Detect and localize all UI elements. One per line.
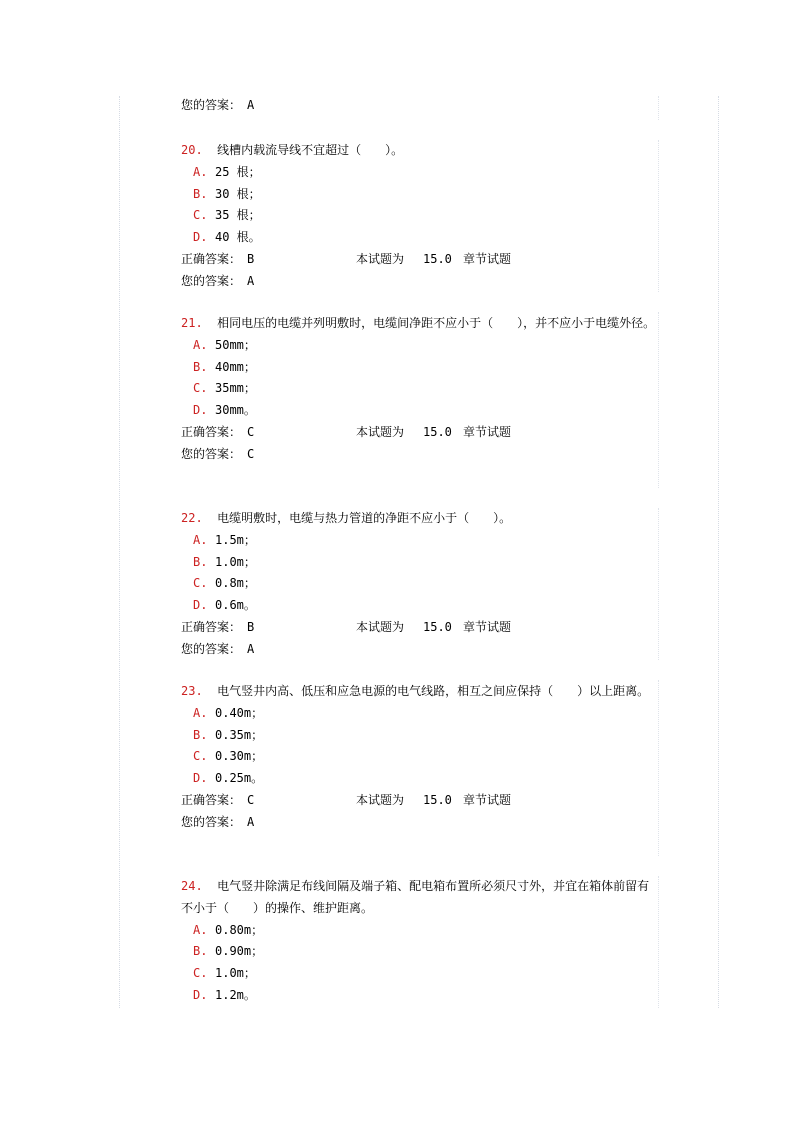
your-answer-label: 您的答案： [181,273,242,288]
your-answer-value: A [247,98,255,112]
correct-answer-row [181,790,659,812]
option-row[interactable] [181,963,659,985]
question-24 [181,876,659,1007]
option-letter: C. [193,576,208,591]
option-letter: D. [193,230,208,245]
correct-answer-row [181,422,659,444]
option-row[interactable] [181,530,659,552]
your-answer-label: 您的答案： [181,446,242,461]
question-23 [181,681,659,834]
option-text: 40mm； [215,359,256,374]
your-answer-row [181,271,659,293]
option-text: 40 根。 [215,230,261,245]
option-text: 30mm。 [215,403,256,418]
correct-answer-label: 正确答案： [181,792,242,807]
score-suffix: 章节试题 [463,792,512,807]
option-text: 0.35m； [215,727,264,742]
score-value: 15.0 [423,251,452,266]
correct-answer-value: C [247,792,255,807]
option-row[interactable] [181,920,659,942]
option-text: 1.0m； [215,966,256,981]
page-left-border [119,96,120,1008]
option-letter: D. [193,987,208,1002]
your-answer-value: A [247,641,255,656]
option-row[interactable] [181,357,659,379]
page-right-border [718,96,719,1008]
correct-answer-value: B [247,619,255,634]
option-text: 35mm； [215,381,256,396]
correct-answer-label: 正确答案： [181,424,242,439]
question-text: 电缆明敷时，电缆与热力管道的净距不应小于（ ）。 [217,511,512,525]
option-row[interactable] [181,703,659,725]
correct-answer-row [181,249,659,271]
option-letter: B. [193,186,208,201]
your-answer-value: A [247,814,255,829]
score-label: 本试题为 [356,424,405,439]
your-answer-value: C [247,446,255,461]
question-number: 22. [181,511,203,525]
question-text: 线槽内载流导线不宜超过（ ）。 [217,143,404,157]
your-answer-row [181,812,659,834]
your-answer-row [181,95,659,117]
correct-answer-value: C [247,424,255,439]
option-row[interactable] [181,162,659,184]
question-stem [181,313,659,335]
question-22 [181,508,659,661]
option-row[interactable] [181,768,659,790]
question-20 [181,140,659,293]
question-number: 23. [181,684,203,698]
option-text: 0.30m； [215,749,264,764]
option-text: 0.25m。 [215,771,264,786]
option-letter: A. [193,337,208,352]
score-suffix: 章节试题 [463,424,512,439]
option-row[interactable] [181,552,659,574]
option-text: 0.8m； [215,576,256,591]
your-answer-row [181,444,659,466]
option-row[interactable] [181,573,659,595]
option-letter: B. [193,359,208,374]
option-text: 35 根； [215,208,261,223]
question-stem [181,681,659,703]
score-value: 15.0 [423,619,452,634]
your-answer-row [181,639,659,661]
option-text: 1.0m； [215,554,256,569]
option-text: 50mm； [215,337,256,352]
option-row[interactable] [181,746,659,768]
your-answer-label: 您的答案： [181,641,242,656]
question-text: 相同电压的电缆并列明敷时，电缆间净距不应小于（ ），并不应小于电缆外径。 [217,316,656,330]
score-suffix: 章节试题 [463,251,512,266]
option-row[interactable] [181,335,659,357]
option-row[interactable] [181,205,659,227]
option-text: 0.90m； [215,944,264,959]
option-letter: C. [193,208,208,223]
option-row[interactable] [181,941,659,963]
score-value: 15.0 [423,424,452,439]
question-21 [181,313,659,466]
score-label: 本试题为 [356,251,405,266]
option-letter: A. [193,532,208,547]
option-row[interactable] [181,985,659,1007]
question-number: 21. [181,316,203,330]
your-answer-label: 您的答案： [181,814,242,829]
correct-answer-label: 正确答案： [181,251,242,266]
option-letter: A. [193,705,208,720]
option-letter: D. [193,598,208,613]
option-letter: C. [193,381,208,396]
score-suffix: 章节试题 [463,619,512,634]
correct-answer-label: 正确答案： [181,619,242,634]
score-value: 15.0 [423,792,452,807]
previous-question-tail [181,95,659,117]
correct-answer-row [181,617,659,639]
option-letter: D. [193,771,208,786]
option-letter: B. [193,727,208,742]
question-stem [181,140,659,162]
score-label: 本试题为 [356,619,405,634]
option-letter: B. [193,944,208,959]
option-text: 1.2m。 [215,987,256,1002]
option-text: 0.80m； [215,922,264,937]
option-text: 1.5m； [215,532,256,547]
option-row[interactable] [181,184,659,206]
option-text: 25 根； [215,164,261,179]
question-number: 24. [181,879,203,893]
your-answer-label: 您的答案： [181,98,242,112]
option-row[interactable] [181,378,659,400]
option-row[interactable] [181,400,659,422]
option-letter: C. [193,749,208,764]
option-letter: B. [193,554,208,569]
question-stem [181,876,659,920]
option-letter: A. [193,922,208,937]
option-letter: C. [193,966,208,981]
question-stem [181,508,659,530]
option-letter: A. [193,164,208,179]
option-text: 0.40m； [215,705,264,720]
correct-answer-value: B [247,251,255,266]
option-row[interactable] [181,227,659,249]
question-text: 电气竖井除满足布线间隔及端子箱、配电箱布置所必须尺寸外，并宜在箱体前留有不小于（ ）的操作、维护距离。 [181,879,650,915]
option-letter: D. [193,403,208,418]
option-row[interactable] [181,595,659,617]
question-number: 20. [181,143,203,157]
question-text: 电气竖井内高、低压和应急电源的电气线路，相互之间应保持（ ）以上距离。 [217,684,650,698]
option-text: 0.6m。 [215,598,256,613]
score-label: 本试题为 [356,792,405,807]
your-answer-value: A [247,273,255,288]
option-text: 30 根； [215,186,261,201]
option-row[interactable] [181,725,659,747]
